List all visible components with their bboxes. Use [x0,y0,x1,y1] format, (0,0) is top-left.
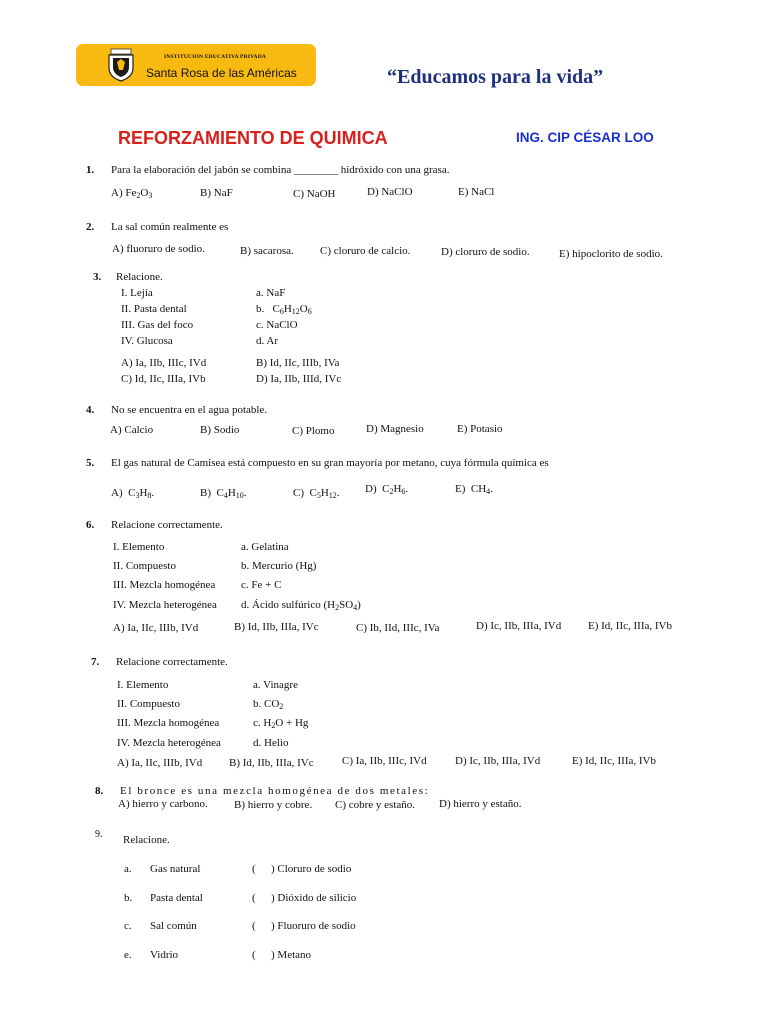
question-text: Relacione correctamente. [116,656,228,668]
match-option: ) Metano [271,949,312,961]
match-left: IV. Glucosa [121,335,173,347]
match-right: d. Helio [253,737,289,749]
question-text: El gas natural de Camisea está compuesto en su gran mayoría por metano, cuya fórmula química es [111,457,549,469]
option-b: B) Id, IIc, IIIb, IVa [256,357,340,369]
motto: “Educamos para la vida” [387,66,604,88]
match-left: IV. Mezcla heterogénea [113,599,217,611]
school-shield-icon [104,48,138,82]
option-d: D) Magnesio [366,423,424,435]
match-right: c. NaClO [256,319,298,331]
institution-type: INSTITUCION EDUCATIVA PRIVADA [164,54,267,60]
option-d: D) Ic, IIb, IIIa, IVd [455,755,541,767]
item-letter: a. [124,863,132,875]
item-letter: b. [124,892,133,904]
option-c: C) Ib, IId, IIIc, IVa [356,622,440,634]
question-text: Relacione correctamente. [111,519,223,531]
match-left: I. Elemento [117,679,169,691]
question-text: Para la elaboración del jabón se combina ________ hidróxido con una grasa. [111,164,450,176]
match-left: III. Mezcla homogénea [113,579,216,591]
answer-blank[interactable]: ( [252,949,256,961]
option-b: B) NaF [200,187,233,199]
answer-blank[interactable]: ( [252,920,256,932]
option-d: D) Ia, IIb, IIId, IVc [256,373,342,385]
match-right: b. Mercurio (Hg) [241,560,317,572]
question-text: La sal común realmente es [111,221,229,233]
document-title: REFORZAMIENTO DE QUIMICA [118,128,388,148]
option-c: C) cobre y estaño. [335,799,416,811]
option-a: A) Ia, IIc, IIIb, IVd [117,757,203,769]
option-c: C) $C_5H_{12}$. [293,487,340,500]
item-letter: c. [124,920,132,932]
option-a: A) Calcio [110,424,154,436]
option-a: A) Ia, IIb, IIIc, IVd [121,357,207,369]
question-number: 7. [91,656,100,668]
question-number: 2. [86,221,95,233]
match-right: b. $CO_2$ [253,698,284,711]
option-a: A) $Fe_2O_3$ [111,187,153,200]
question-text: No se encuentra en el agua potable. [111,404,268,416]
option-e: E) hipoclorito de sodio. [559,248,663,260]
option-b: B) Id, IIb, IIIa, IVc [234,621,319,633]
item-name: Sal común [150,920,197,932]
question-number: 1. [86,164,95,176]
option-c: C) Id, IIc, IIIa, IVb [121,373,206,385]
match-left: III. Mezcla homogénea [117,717,220,729]
option-b: B) $C_4H_{10}$. [200,487,247,500]
option-d: D) Ic, IIb, IIIa, IVd [476,620,562,632]
option-c: C) NaOH [293,188,336,200]
teacher-name: ING. CIP CÉSAR LOO [516,130,654,145]
match-left: II. Compuesto [117,698,180,710]
question-number: 6. [86,519,95,531]
match-right: a. Gelatina [241,541,289,553]
match-left: I. Lejía [121,287,153,299]
match-left: I. Elemento [113,541,165,553]
option-e: E) NaCl [458,186,495,198]
question-number: 3. [93,271,102,283]
institution-name: Santa Rosa de las Américas [146,66,297,80]
item-name: Vidrio [150,949,179,961]
option-a: A) hierro y carbono. [118,798,208,810]
match-right: c. Fe + C [241,579,282,591]
option-a: A) Ia, IIc, IIIb, IVd [113,622,199,634]
match-option: ) Cloruro de sodio [271,863,352,875]
option-e: E) Id, IIc, IIIa, IVb [572,755,656,767]
question-text: Relacione. [123,834,170,846]
question-text: Relacione. [116,271,163,283]
question-number: 4. [86,404,95,416]
match-right: b. $C_6H_{12}O_6$ [256,303,312,316]
match-left: IV. Mezcla heterogénea [117,737,221,749]
question-number: 5. [86,457,95,469]
match-right: d. Ar [256,335,278,347]
match-left: III. Gas del foco [121,319,194,331]
option-d: D) cloruro de sodio. [441,246,530,258]
match-right: a. Vinagre [253,679,298,691]
item-name: Gas natural [150,863,201,875]
option-e: E) $CH_4$. [455,483,493,496]
question-number: 8. [95,785,104,797]
item-letter: e. [124,949,132,961]
option-a: A) $C_3H_8$. [111,487,155,500]
option-c: C) Plomo [292,425,335,437]
option-c: C) Ia, IIb, IIIc, IVd [342,755,427,767]
match-right: d. Ácido sulfúrico $(H_2SO_4)$ [241,599,361,612]
option-d: D) NaClO [367,186,413,198]
answer-blank[interactable]: ( [252,863,256,875]
option-b: B) Id, IIb, IIIa, IVc [229,757,314,769]
option-b: B) hierro y cobre. [234,799,313,811]
match-right: a. NaF [256,287,286,299]
option-e: E) Id, IIc, IIIa, IVb [588,620,672,632]
match-left: II. Compuesto [113,560,176,572]
match-right: c. $H_2O + Hg$ [253,717,309,730]
answer-blank[interactable]: ( [252,892,256,904]
option-b: B) sacarosa. [240,245,294,257]
match-option: ) Fluoruro de sodio [271,920,356,932]
item-name: Pasta dental [150,892,203,904]
option-b: B) Sodio [200,424,240,436]
option-d: D) $C_2H_6$. [365,483,409,496]
match-option: ) Dióxido de silicio [271,892,357,904]
question-number: 9. [95,829,103,840]
question-text: El bronce es una mezcla homogénea de dos metales: [120,785,430,797]
option-c: C) cloruro de calcio. [320,245,411,257]
option-a: A) fluoruro de sodio. [112,243,205,255]
option-d: D) hierro y estaño. [439,798,522,810]
match-left: II. Pasta dental [121,303,187,315]
option-e: E) Potasio [457,423,503,435]
